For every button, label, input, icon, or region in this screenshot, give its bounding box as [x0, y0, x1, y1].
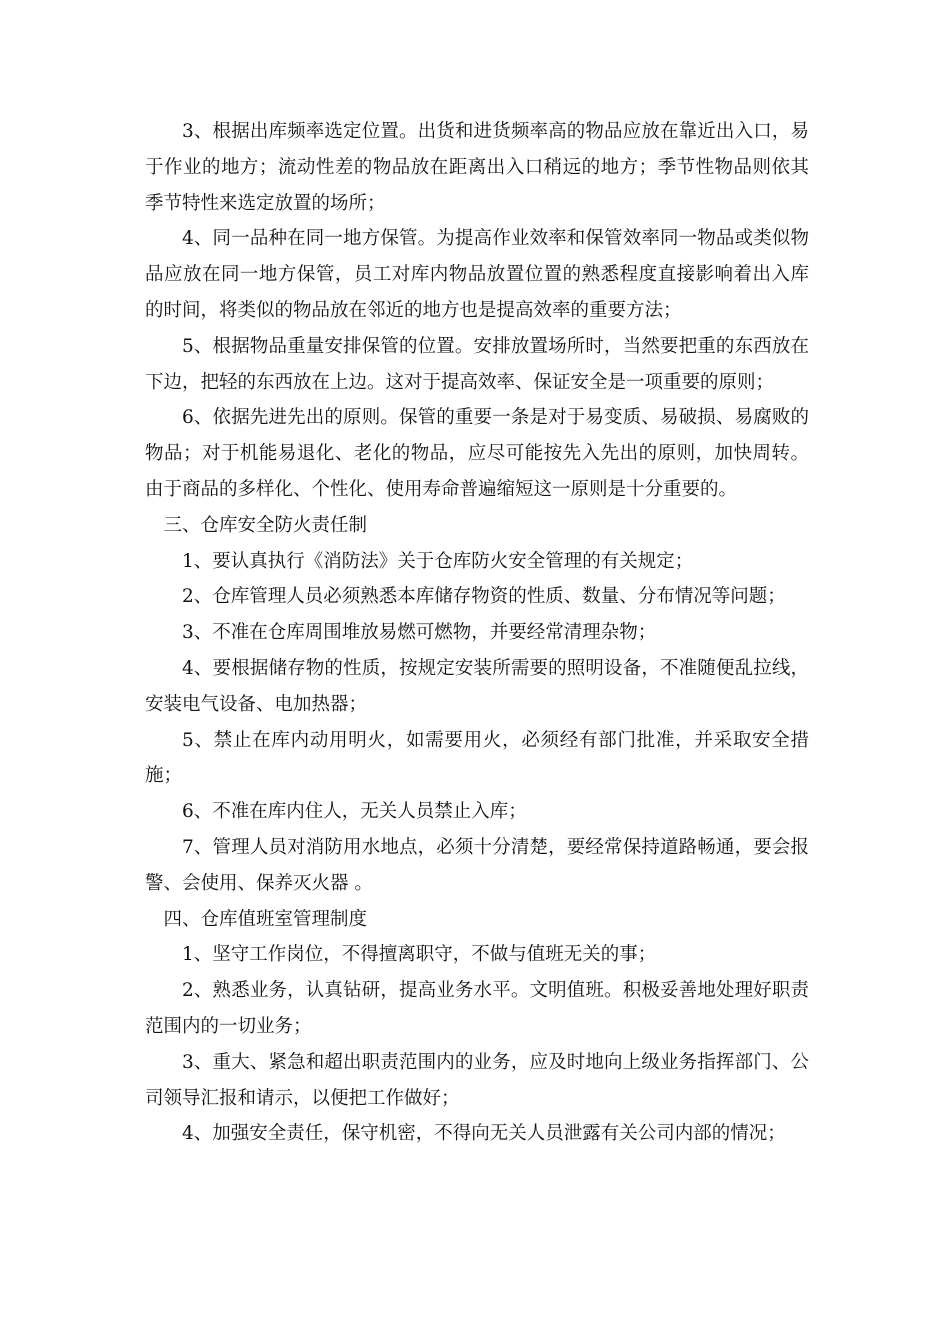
section-heading-duty-room: 四、仓库值班室管理制度 [163, 908, 368, 930]
paragraph-know-business: 2、熟悉业务，认真钻研，提高业务水平。文明值班。积极妥善地处理好职责范围内的一切业务； [145, 980, 809, 1037]
section-heading-fire-safety: 三、仓库安全防火责任制 [163, 514, 368, 536]
document-body [145, 114, 809, 1152]
paragraph-fire-water: 7、管理人员对消防用水地点，必须十分清楚，要经常保持道路畅通，要会报警、会使用、保养灭火器 。 [145, 836, 809, 894]
paragraph-lighting-rules: 4、要根据储存物的性质，按规定安装所需要的照明设备，不准随便乱拉线，安装电气设备、电加热器； [145, 657, 809, 715]
paragraph-same-place-storage: 4、同一品种在同一地方保管。为提高作业效率和保管效率同一物品或类似物品应放在同一地方保管，员工对库内物品放置位置的熟悉程度直接影响着出入库的时间，将类似的物品放在邻近的地方也是提高效率的重要方法； [145, 228, 809, 321]
paragraph-first-in-first-out: 6、依据先进先出的原则。保管的重要一条是对于易变质、易破损、易腐败的物品；对于机能易退化、老化的物品，应尽可能按先入先出的原则，加快周转。由于商品的多样化、个性化、使用寿命普遍缩短这一原则是十分重要的。 [145, 407, 809, 500]
paragraph-fire-law: 1、要认真执行《消防法》关于仓库防火安全管理的有关规定； [182, 550, 694, 572]
paragraph-keep-secrets: 4、加强安全责任，保守机密，不得向无关人员泄露有关公司内部的情况； [182, 1123, 786, 1145]
paragraph-storage-frequency: 3、根据出库频率选定位置。出货和进货频率高的物品应放在靠近出入口，易于作业的地方；流动性差的物品放在距离出入口稍远的地方；季节性物品则依其季节特性来选定放置的场所； [145, 121, 809, 214]
paragraph-weight-placement: 5、根据物品重量安排保管的位置。安排放置场所时，当然要把重的东西放在下边，把轻的东西放在上边。这对于提高效率、保证安全是一项重要的原则； [145, 335, 809, 393]
paragraph-no-open-flame: 5、禁止在库内动用明火，如需要用火，必须经有部门批准，并采取安全措施； [145, 729, 809, 787]
paragraph-no-flammables: 3、不准在仓库周围堆放易燃可燃物，并要经常清理杂物； [182, 622, 657, 644]
paragraph-no-residents: 6、不准在库内住人，无关人员禁止入库； [182, 801, 527, 823]
paragraph-stay-at-post: 1、坚守工作岗位，不得擅离职守，不做与值班无关的事； [182, 944, 657, 966]
paragraph-report-emergencies: 3、重大、紧急和超出职责范围内的业务，应及时地向上级业务指挥部门、公司领导汇报和请示，以便把工作做好； [145, 1051, 809, 1109]
paragraph-know-materials: 2、仓库管理人员必须熟悉本库储存物资的性质、数量、分布情况等问题； [182, 586, 786, 608]
